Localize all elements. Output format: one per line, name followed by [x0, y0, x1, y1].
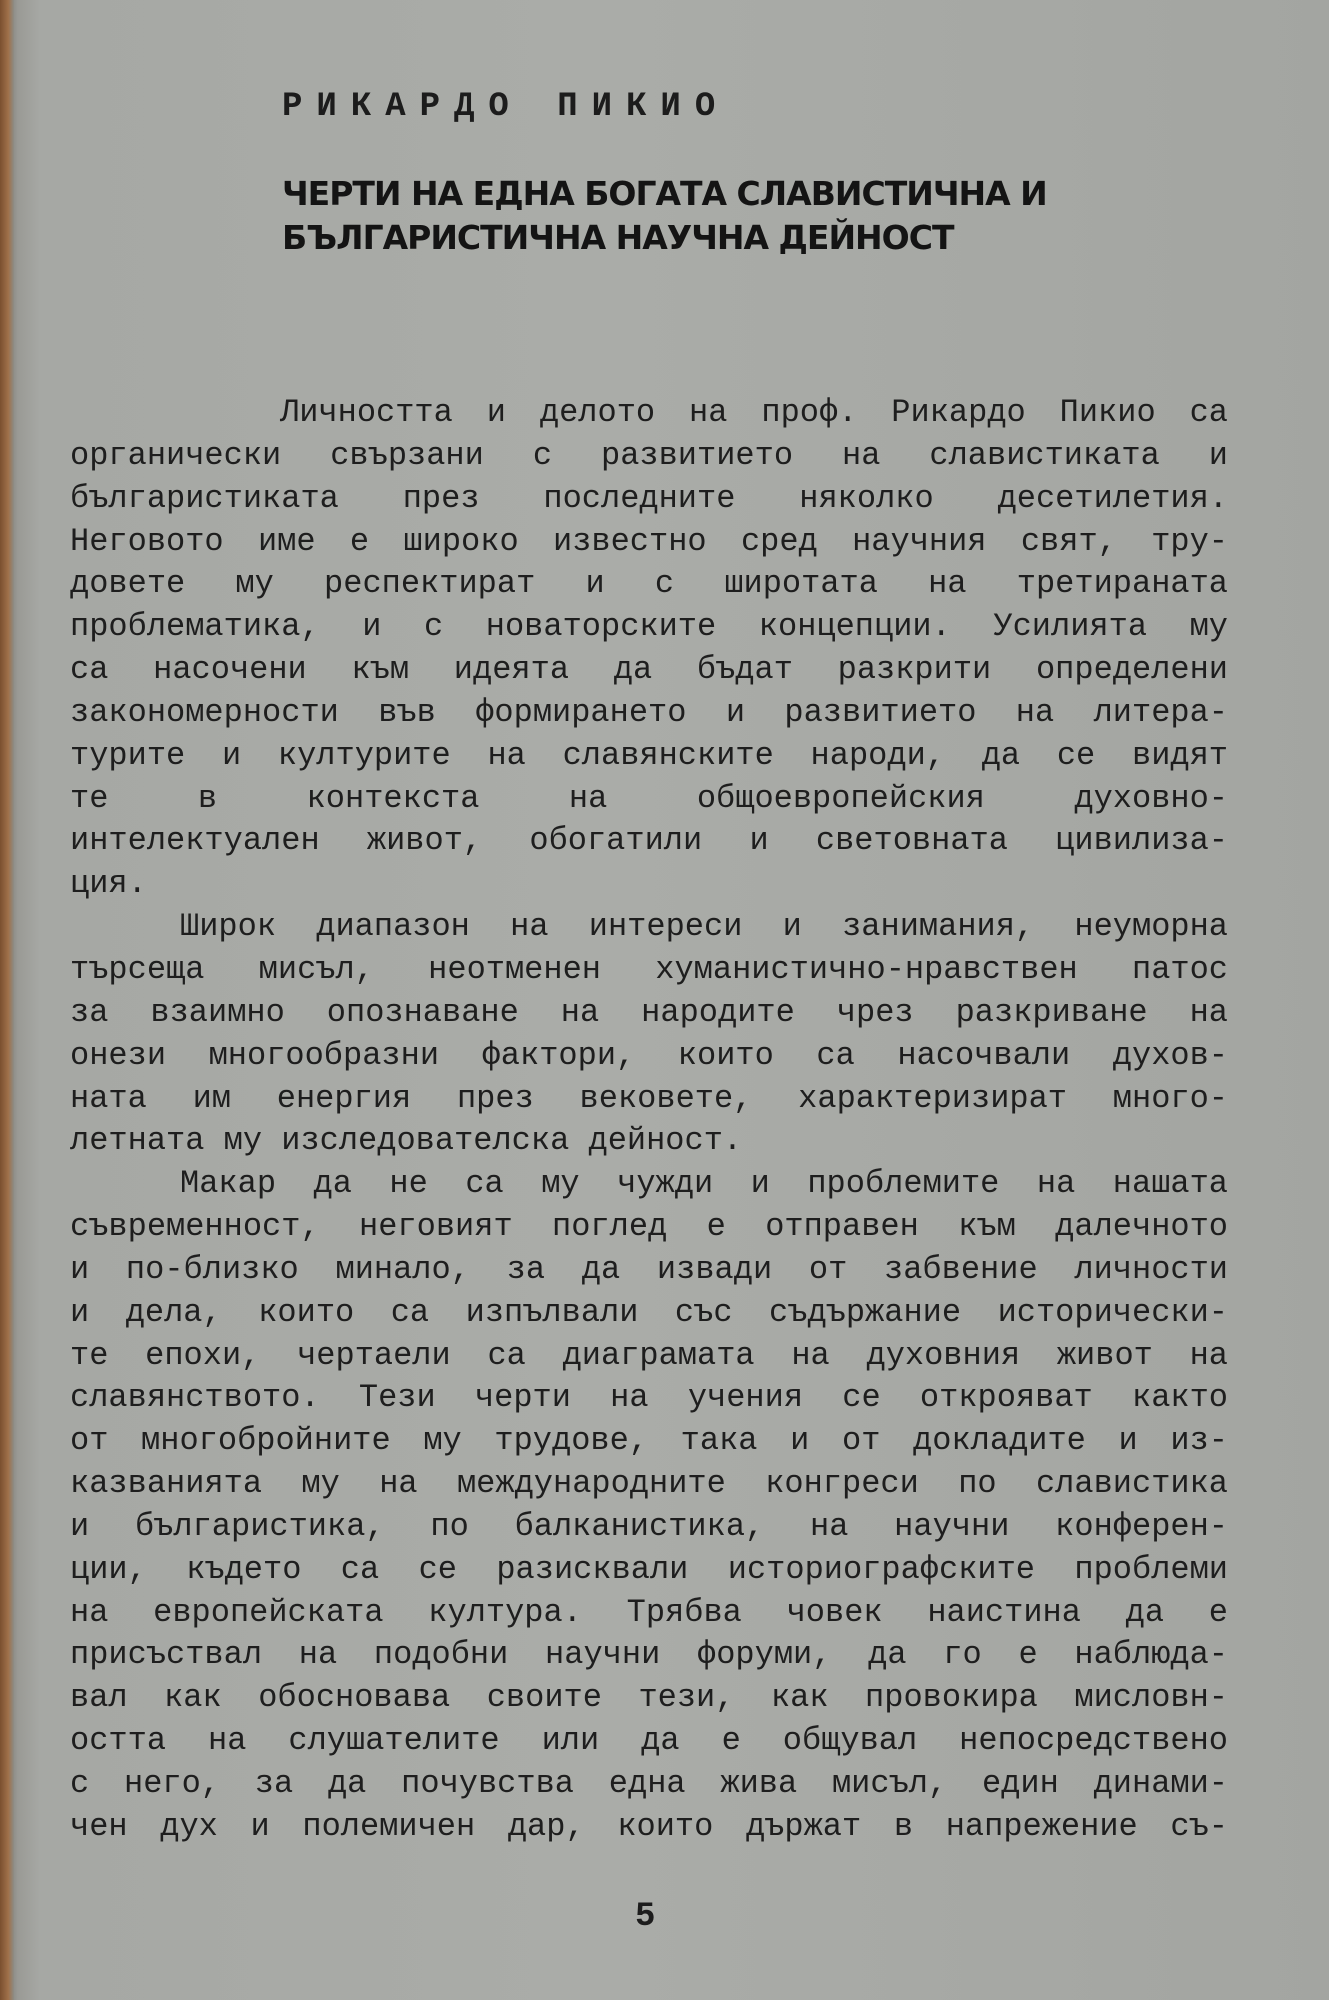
author-name: РИКАРДО ПИКИО — [282, 88, 730, 126]
text-line: на европейската култура. Трябва човек наистина да е — [70, 1593, 1228, 1631]
text-line: ция. — [70, 865, 147, 903]
title-line: ЧЕРТИ НА ЕДНА БОГАТА СЛАВИСТИЧНА И — [282, 174, 1047, 213]
text-line: славянството. Тези черти на учения се открояват както — [70, 1379, 1228, 1417]
book-spine — [0, 0, 14, 2000]
article-title — [282, 172, 1047, 260]
title-line: БЪЛГАРИСТИЧНА НАУЧНА ДЕЙНОСТ — [282, 218, 954, 257]
page-number: 5 — [635, 1898, 656, 1936]
text-line: вал как обосновава своите тези, как провокира мисловн- — [70, 1679, 1228, 1717]
body-text — [70, 392, 1228, 1849]
text-line: турите и културите на славянските народи, да се видят — [70, 736, 1228, 774]
text-line: присъствал на подобни научни форуми, да го е наблюда- — [70, 1636, 1228, 1674]
text-line: закономерности във формирането и развитието на литера- — [70, 693, 1228, 731]
text-line: остта на слушателите или да е общувал непосредствено — [70, 1722, 1228, 1760]
text-line: ции, където са се разисквали историографските проблеми — [70, 1550, 1228, 1588]
text-line: Неговото име е широко известно сред научния свят, тру- — [70, 522, 1228, 560]
text-line: Широк диапазон на интереси и занимания, неуморна — [180, 908, 1228, 946]
text-line: с него, за да почувства една жива мисъл, един динами- — [70, 1765, 1228, 1802]
text-line: чен дух и полемичен дар, които държат в напрежение съ- — [70, 1807, 1228, 1845]
text-line: ната им енергия през вековете, характеризират много- — [70, 1079, 1228, 1117]
text-line: и българистика, по балканистика, на научни конферен- — [70, 1507, 1228, 1545]
text-line: от многобройните му трудове, така и от докладите и из- — [70, 1422, 1228, 1460]
text-line: са насочени към идеята да бъдат разкрити определени — [70, 651, 1228, 689]
text-line: и дела, които са изпълвали със съдържание исторически- — [70, 1293, 1228, 1331]
text-line: българистиката през последните няколко десетилетия. — [70, 479, 1228, 517]
text-line: те в контекста на общоевропейския духовно- — [70, 779, 1228, 817]
text-line: казванията му на международните конгреси по славистика — [70, 1465, 1228, 1503]
text-line: органически свързани с развитието на славистиката и — [70, 436, 1228, 474]
text-line: и по-близко минало, за да извади от забвение личности — [70, 1250, 1228, 1288]
text-line: търсеща мисъл, неотменен хуманистично-нравствен патос — [70, 950, 1228, 988]
text-line: довете му респектират и с широтата на третираната — [70, 565, 1228, 603]
text-line: летната му изследователска дейност. — [70, 1122, 743, 1160]
text-line: те епохи, чертаели са диаграмата на духовния живот на — [70, 1336, 1228, 1374]
text-line: интелектуален живот, обогатили и световната цивилиза- — [70, 822, 1228, 860]
text-line: съвременност, неговият поглед е отправен към далечното — [70, 1208, 1228, 1246]
text-line: Личността и делото на проф. Рикардо Пикио са — [280, 394, 1228, 431]
text-line: Макар да не са му чужди и проблемите на нашата — [180, 1165, 1228, 1203]
text-line: проблематика, и с новаторските концепции. Усилията му — [70, 608, 1228, 646]
text-line: за взаимно опознаване на народите чрез разкриване на — [70, 993, 1228, 1031]
text-line: онези многообразни фактори, които са насочвали духов- — [70, 1036, 1228, 1074]
